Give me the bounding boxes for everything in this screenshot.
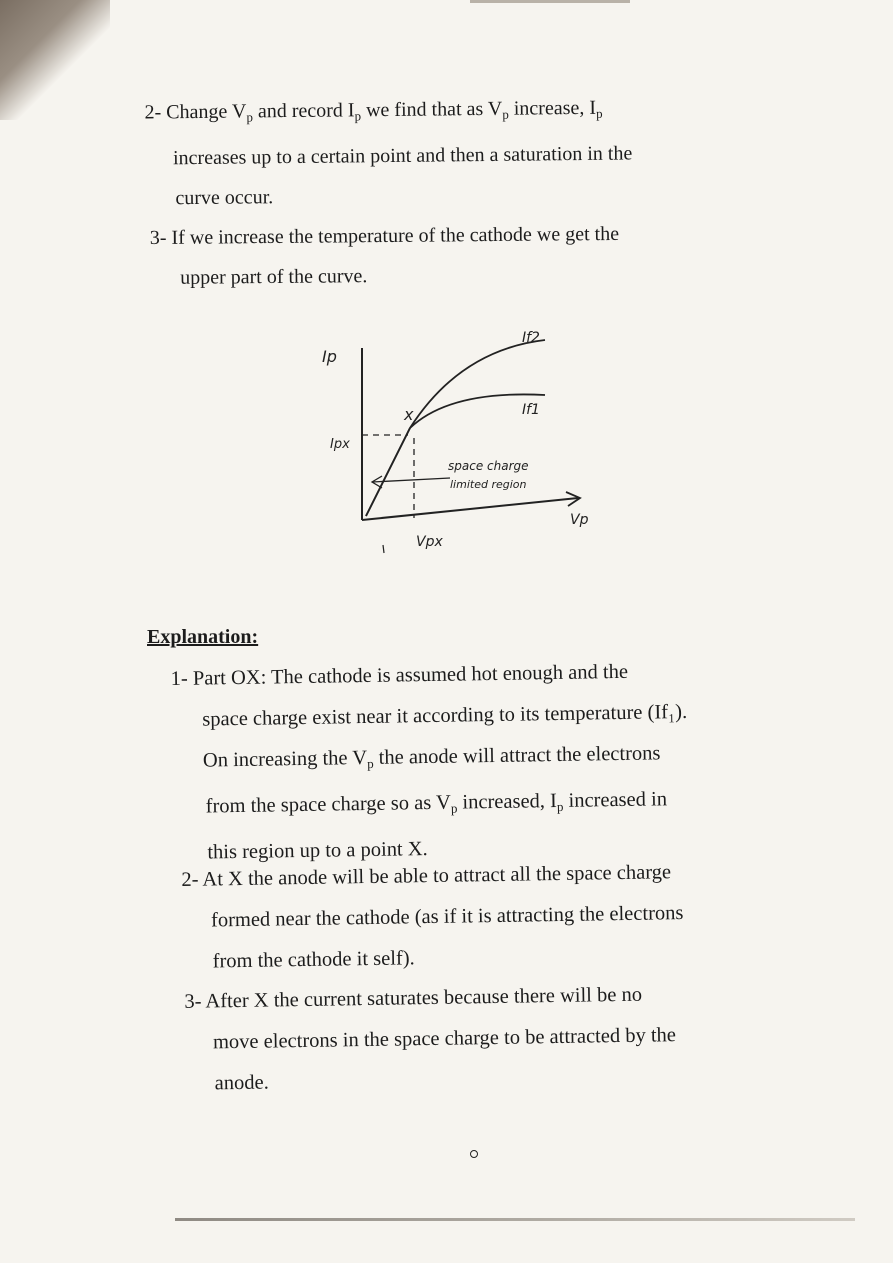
step-3 <box>150 214 620 298</box>
item-2-line-1: 2- At X the anode will be able to attract all the space charge <box>181 861 672 891</box>
step-2-number: 2- <box>144 101 162 124</box>
x-axis-label: Vp <box>570 512 589 528</box>
x-axis <box>362 498 578 520</box>
item-1-line-4: from the space charge so as $V_p$ increased, $I_p$ increased in <box>205 788 668 818</box>
footer-rule <box>175 1218 855 1221</box>
step-2 <box>144 87 633 218</box>
item-3-line-1: 3- After X the current saturates because there will be no <box>184 983 643 1013</box>
explanation-item-2 <box>181 852 684 983</box>
page-dot-mark <box>470 1150 478 1158</box>
scan-shadow <box>0 0 110 120</box>
step-2-line-2: increases up to a certain point and then a saturation in the <box>172 142 633 170</box>
step-2-line-3: curve occur. <box>175 186 274 210</box>
item-2-line-2: formed near the cathode (as if it is attracting the electrons <box>210 902 684 932</box>
explanation-item-3 <box>184 974 677 1105</box>
item-3-line-3: anode. <box>214 1071 269 1095</box>
plate-characteristic-graph <box>300 320 620 570</box>
region-label-line-1: space charge <box>448 459 529 473</box>
region-label-line-2: limited region <box>450 478 527 491</box>
item-1-line-3: On increasing the $V_p$ the anode will attract the electrons <box>202 742 661 772</box>
item-2-line-3: from the cathode it self). <box>212 947 415 973</box>
item-1-line-2: space charge exist near it according to its temperature (If₁). <box>202 700 688 731</box>
item-1-line-5: this region up to a point X. <box>207 838 428 864</box>
scan-edge-mark <box>470 0 630 3</box>
vpx-label: Vpx <box>416 534 443 550</box>
ipx-label: Ipx <box>330 437 350 452</box>
item-3-line-2: move electrons in the space charge to be attracted by the <box>212 1024 677 1054</box>
step-3-line-1: 3- If we increase the temperature of the cathode we get the <box>150 214 620 258</box>
step-3-line-2: upper part of the curve. <box>180 265 368 289</box>
y-axis-label: Ip <box>322 347 337 366</box>
step-2-line-1: 2- Change $V_p$ and record $I_p$ we find that as $V_p$ increase, $I_p$ <box>144 87 632 138</box>
item-1-line-1: 1- Part OX: The cathode is assumed hot enough and the <box>170 660 629 691</box>
step-3-number: 3- <box>149 226 167 250</box>
curve-ox-segment <box>366 428 410 516</box>
point-x-label: x <box>404 405 414 424</box>
curve-if2-label: If2 <box>522 330 540 346</box>
curve-if1-label: If1 <box>522 402 540 418</box>
explanation-heading: Explanation: <box>147 626 259 648</box>
explanation-item-1 <box>170 651 689 874</box>
tick-mark <box>383 545 384 553</box>
